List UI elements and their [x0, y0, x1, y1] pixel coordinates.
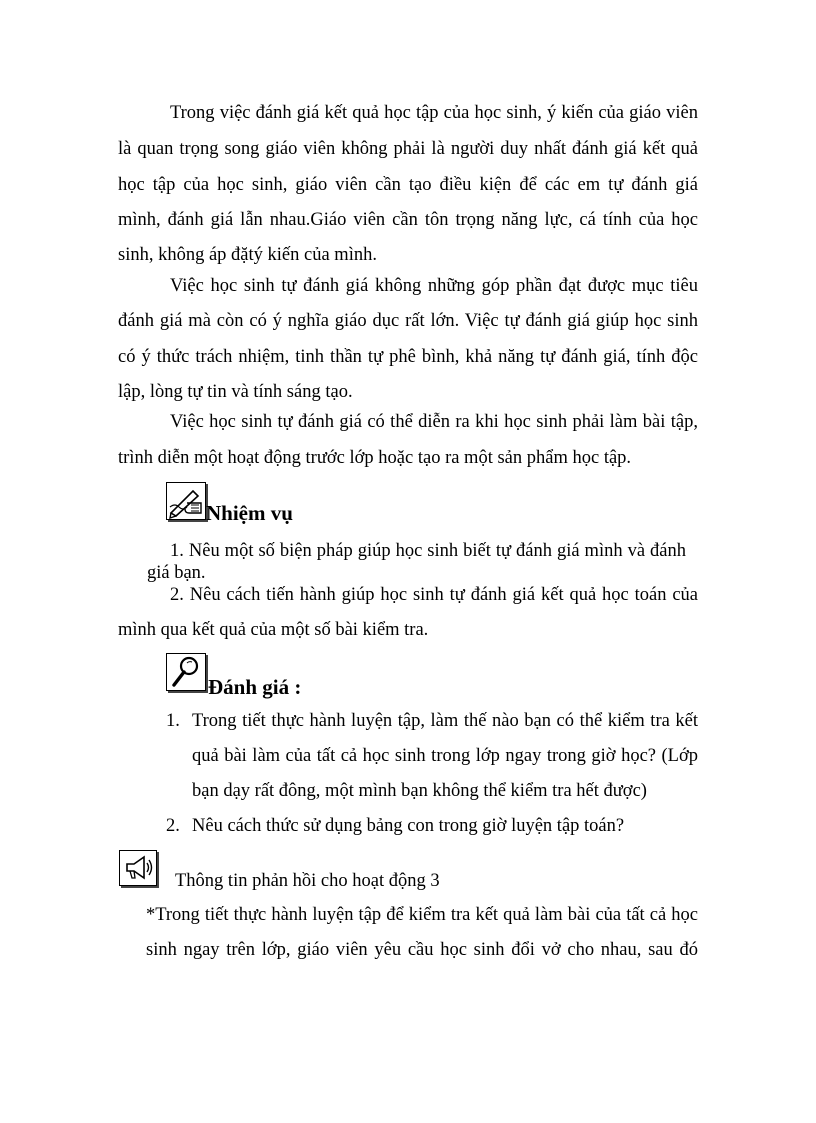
text-line: sinh ngay trên lớp, giáo viên yêu cầu học sinh đổi vở cho nhau, sau đó: [146, 940, 698, 960]
text-line: Việc học sinh tự đánh giá không những góp phần đạt được mục tiêu: [170, 276, 698, 296]
text-line: mình, đánh giá lẫn nhau.Giáo viên cần tôn trọng năng lực, cá tính của học: [118, 210, 698, 230]
text-line: có ý thức trách nhiệm, tinh thần tự phê bình, khả năng tự đánh giá, tính độc: [118, 347, 698, 367]
text-line: lập, lòng tự tin và tính sáng tạo.: [118, 382, 353, 402]
list-item-text: bạn dạy rất đông, một mình bạn không thể kiểm tra hết được): [192, 781, 647, 801]
list-item-text: Nêu cách thức sử dụng bảng con trong giờ luyện tập toán?: [192, 816, 625, 836]
magnifier-icon: [166, 653, 206, 691]
text-line: Trong việc đánh giá kết quả học tập của học sinh, ý kiến của giáo viên: [170, 103, 698, 123]
feedback-heading: Thông tin phản hồi cho hoạt động 3: [175, 871, 440, 891]
list-item-text: Trong tiết thực hành luyện tập, làm thế nào bạn có thể kiểm tra kết: [192, 711, 698, 731]
text-line: là quan trọng song giáo viên không phải là người duy nhất đánh giá kết quả: [118, 139, 698, 159]
text-line: *Trong tiết thực hành luyện tập để kiểm tra kết quả làm bài của tất cả học: [146, 905, 698, 925]
task-item-1: 1. Nêu một số biện pháp giúp học sinh biết tự đánh giá mình và đánh: [170, 541, 686, 561]
pencil-hand-icon: [166, 482, 206, 520]
task-heading: Nhiệm vụ: [206, 501, 293, 525]
text-line: đánh giá mà còn có ý nghĩa giáo dục rất lớn. Việc tự đánh giá giúp học sinh: [118, 311, 698, 331]
text-line: học tập của học sinh, giáo viên cần tạo điều kiện để các em tự đánh giá: [118, 175, 698, 195]
text-line: sinh, không áp đặtý kiến của mình.: [118, 245, 377, 265]
list-item-text: quả bài làm của tất cả học sinh trong lớp ngay trong giờ học? (Lớp: [192, 746, 698, 766]
evaluation-heading: Đánh giá :: [208, 675, 302, 699]
task-item-2-cont: mình qua kết quả của một số bài kiểm tra.: [118, 620, 429, 640]
task-item-1-cont: giá bạn.: [147, 563, 206, 583]
text-line: trình diễn một hoạt động trước lớp hoặc tạo ra một sản phẩm học tập.: [118, 448, 632, 468]
text-line: Việc học sinh tự đánh giá có thể diễn ra khi học sinh phải làm bài tập,: [170, 412, 698, 432]
megaphone-icon: [119, 850, 157, 886]
task-item-2: 2. Nêu cách tiến hành giúp học sinh tự đánh giá kết quả học toán của: [170, 585, 698, 605]
list-number: 1.: [166, 711, 180, 731]
list-number: 2.: [166, 816, 180, 836]
